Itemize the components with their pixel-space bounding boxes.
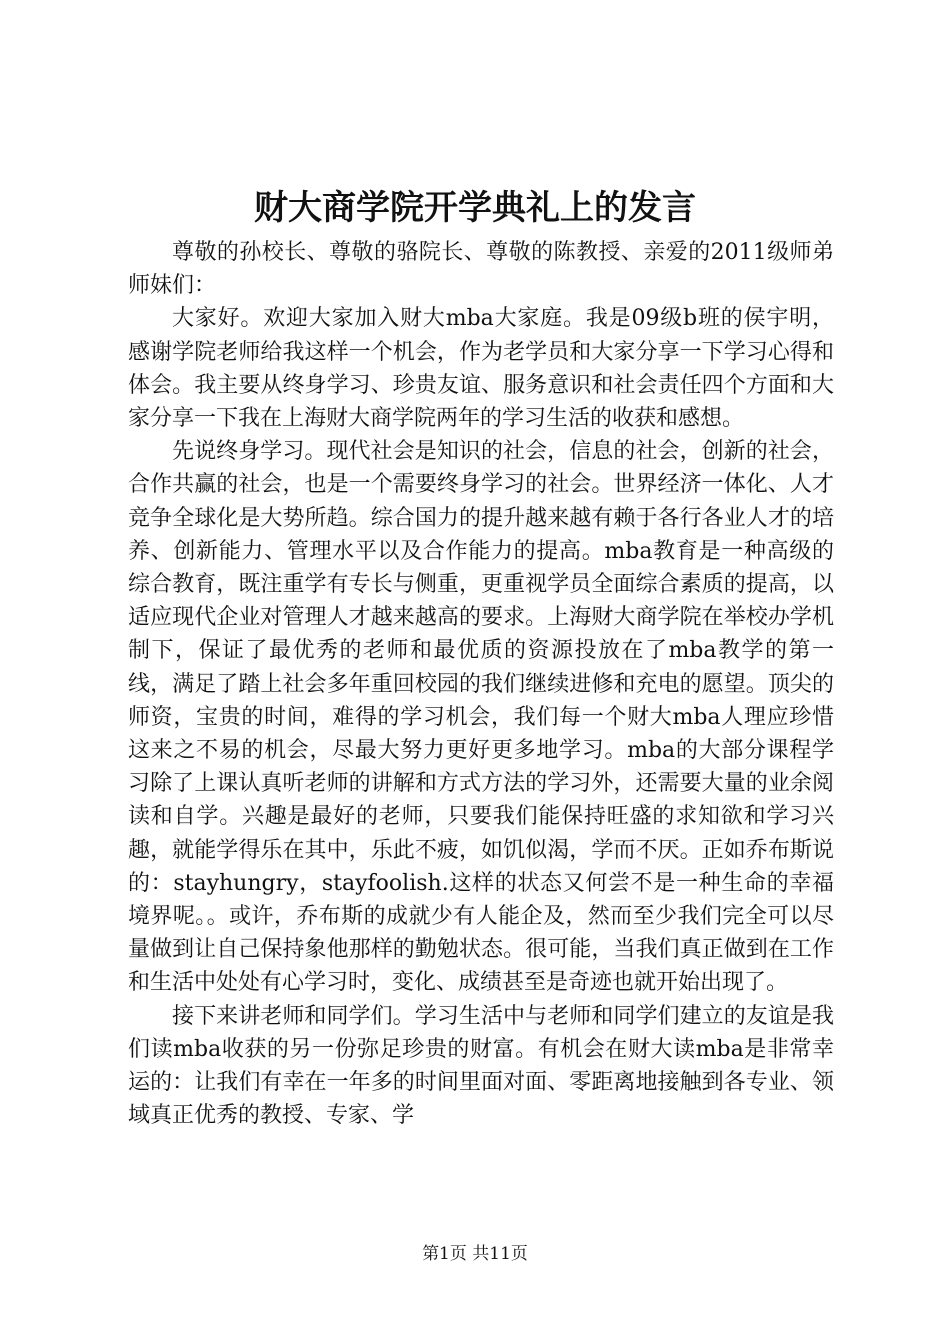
paragraph-lifelong-learning: 先说终身学习。现代社会是知识的社会，信息的社会，创新的社会，合作共赢的社会，也是一个需要终身学习的社会。世界经济一体化、人才竞争全球化是大势所趋。综合国力的提升越来越有赖于各行各业人才的培养、创新能力、管理水平以及合作能力的提高。mba教育是一种高级的综合教育，既注重学有专长与侧重，更重视学员全面综合素质的提高，以适应现代企业对管理人才越来越高的要求。上海财大商学院在举校办学机制下，保证了最优秀的老师和最优质的资源投放在了mba教学的第一线，满足了踏上社会多年重回校园的我们继续进修和充电的愿望。顶尖的师资，宝贵的时间，难得的学习机会，我们每一个财大mba人理应珍惜这来之不易的机会，尽最大努力更好更多地学习。mba的大部分课程学习除了上课认真听老师的讲解和方式方法的学习外，还需要大量的业余阅读和自学。兴趣是最好的老师，只要我们能保持旺盛的求知欲和学习兴趣，就能学得乐在其中，乐此不疲，如饥似渴，学而不厌。正如乔布斯说的：stayhungry，stayfoolish.这样的状态又何尝不是一种生命的幸福境界呢。。或许，乔布斯的成就少有人能企及，然而至少我们完全可以尽量做到让自己保持象他那样的勤勉状态。很可能，当我们真正做到在工作和生活中处处有心学习时，变化、成绩甚至是奇迹也就开始出现了。 bbox=[128, 439, 834, 996]
page-total: 共11页 bbox=[472, 1244, 528, 1264]
document-body bbox=[128, 236, 834, 1132]
page-number: 第1页 bbox=[422, 1244, 467, 1264]
document-title: 财大商学院开学典礼上的发言 bbox=[254, 188, 696, 228]
paragraph-salutation: 尊敬的孙校长、尊敬的骆院长、尊敬的陈教授、亲爱的2011级师弟师妹们： bbox=[128, 240, 834, 299]
page-footer bbox=[0, 1242, 950, 1266]
paragraph-greeting: 大家好。欢迎大家加入财大mba大家庭。我是09级b班的侯宇明，感谢学院老师给我这样一个机会，作为老学员和大家分享一下学习心得和体会。我主要从终身学习、珍贵友谊、服务意识和社会责任四个方面和大家分享一下我在上海财大商学院两年的学习生活的收获和感想。 bbox=[128, 306, 834, 432]
paragraph-friendship: 接下来讲老师和同学们。学习生活中与老师和同学们建立的友谊是我们读mba收获的另一份弥足珍贵的财富。有机会在财大读mba是非常幸运的：让我们有幸在一年多的时间里面对面、零距离地接触到各专业、领域真正优秀的教授、专家、学 bbox=[128, 1003, 834, 1129]
